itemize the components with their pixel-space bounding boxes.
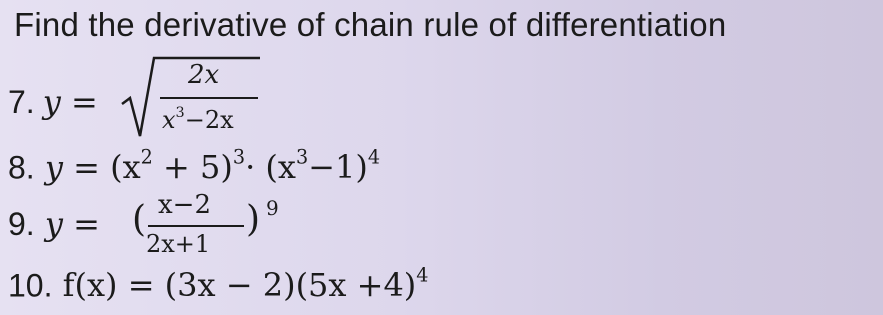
problem-number: 10. xyxy=(8,267,53,304)
fraction-denominator: $x^3-2x$ xyxy=(162,105,234,134)
open-paren: ( xyxy=(132,199,147,240)
page-title: Find the derivative of chain rule of differentiation xyxy=(14,6,727,43)
problem-10 xyxy=(8,264,429,305)
expression: $f(x) = (3x - 2)(5x +4)^4$ xyxy=(62,264,429,305)
problem-number: 8. xyxy=(8,149,35,186)
fraction-numerator: x−2 xyxy=(158,190,211,220)
fraction-bar xyxy=(148,225,244,227)
equation-lhs: y = xyxy=(42,83,98,121)
problem-8 xyxy=(8,146,381,187)
square-root-expression xyxy=(118,54,263,140)
problem-number: 9. xyxy=(8,206,35,242)
equation-lhs: y = xyxy=(44,205,100,243)
problem-number: 7. xyxy=(8,84,35,120)
fraction-numerator: 2x xyxy=(188,60,220,90)
expression: $(x^2 + 5)^3\cdot (x^3-1)^4$ xyxy=(110,146,381,187)
close-paren: ) xyxy=(246,199,261,240)
fraction-denominator: 2x+1 xyxy=(146,230,211,258)
exponent: 9 xyxy=(266,196,279,220)
equation-lhs: y = xyxy=(44,148,100,187)
